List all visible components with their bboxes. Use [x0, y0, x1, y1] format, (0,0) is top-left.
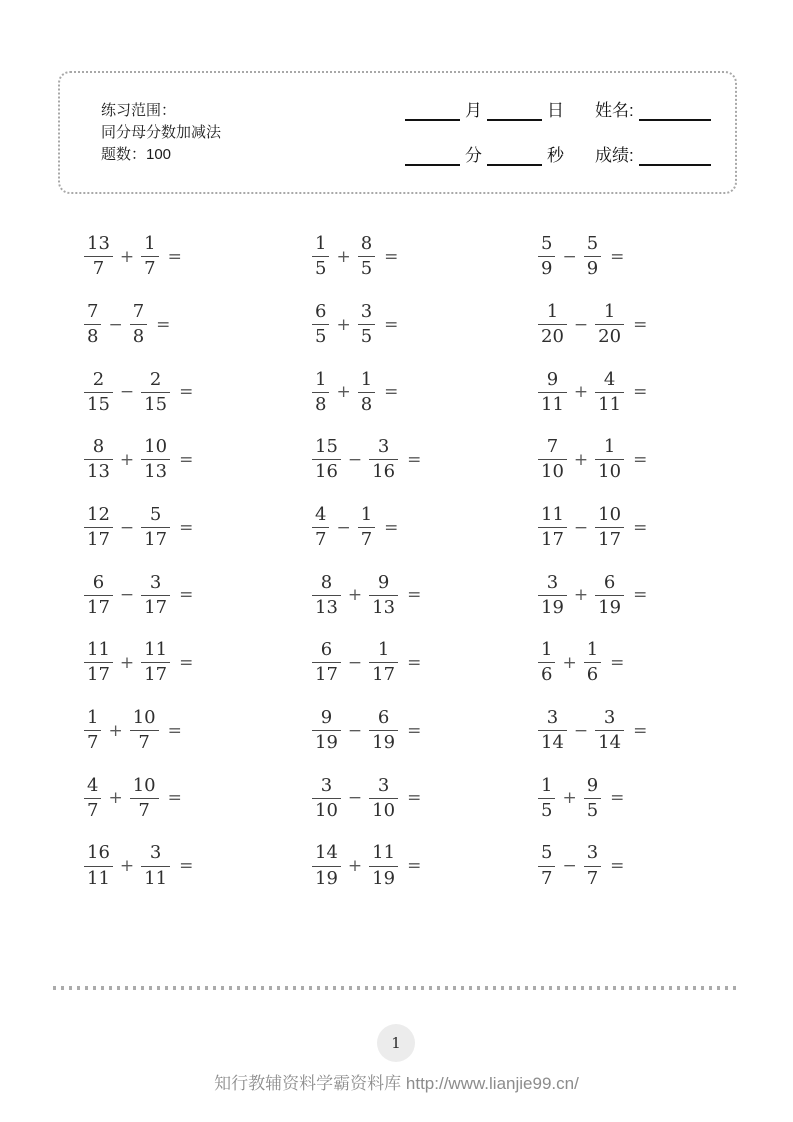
- numerator: 2: [92, 368, 105, 390]
- second-label: 秒: [547, 146, 564, 165]
- fraction-first: [312, 370, 329, 415]
- problem-15: [538, 505, 739, 550]
- denominator: 14: [595, 730, 624, 753]
- equals-sign: =: [384, 382, 399, 403]
- denominator: 10: [369, 798, 398, 821]
- problem-28: [84, 843, 312, 888]
- equals-sign: =: [179, 382, 194, 403]
- problem-26: [312, 776, 538, 821]
- fraction-second: [358, 370, 375, 415]
- fraction-second: [595, 302, 624, 347]
- operator-sign: −: [347, 788, 363, 809]
- page-number-badge: [377, 1024, 415, 1062]
- numerator: 10: [598, 503, 622, 525]
- problem-12: [538, 437, 739, 482]
- equals-sign: =: [384, 517, 399, 538]
- operator-sign: −: [119, 585, 135, 606]
- numerator: 9: [320, 707, 333, 728]
- operator-sign: −: [347, 652, 363, 673]
- equals-sign: =: [167, 246, 182, 267]
- denominator: 5: [538, 798, 555, 821]
- denominator: 7: [84, 798, 101, 821]
- denominator: 5: [584, 798, 601, 821]
- footer-site-text: 知行教辅资料学霸资料库 http://www.lianjie99.cn/: [214, 1074, 579, 1093]
- fraction-first: [84, 370, 113, 415]
- equals-sign: =: [179, 652, 194, 673]
- problem-17: [312, 573, 538, 618]
- denominator: 19: [538, 595, 567, 618]
- numerator: 5: [541, 842, 553, 864]
- operator-sign: +: [347, 585, 363, 606]
- numerator: 13: [87, 233, 110, 255]
- operator-sign: −: [562, 856, 577, 877]
- denominator: 17: [369, 662, 398, 685]
- problems-grid: [84, 223, 739, 900]
- denominator: 7: [141, 256, 158, 279]
- time-score-row: [405, 140, 711, 166]
- numerator: 9: [377, 571, 390, 593]
- header-box: [58, 71, 737, 194]
- numerator: 1: [315, 233, 327, 255]
- numerator: 3: [377, 774, 390, 796]
- fraction-second: [584, 776, 601, 821]
- denominator: 5: [358, 256, 375, 279]
- problem-19: [84, 640, 312, 685]
- fraction-first: [312, 573, 341, 618]
- equals-sign: =: [633, 382, 648, 403]
- fraction-second: [369, 843, 398, 888]
- denominator: 19: [595, 595, 624, 618]
- denominator: 8: [312, 392, 329, 415]
- numerator: 1: [360, 503, 373, 525]
- denominator: 17: [141, 662, 170, 685]
- denominator: 16: [312, 459, 341, 482]
- problem-29: [312, 843, 538, 888]
- problem-24: [538, 708, 739, 753]
- page-number: 1: [391, 1034, 401, 1052]
- denominator: 17: [595, 527, 624, 550]
- denominator: 10: [312, 798, 341, 821]
- denominator: 17: [538, 527, 567, 550]
- equals-sign: =: [407, 449, 422, 470]
- fraction-second: [369, 640, 398, 685]
- denominator: 6: [538, 662, 555, 685]
- equals-sign: =: [407, 856, 422, 877]
- problem-25: [84, 776, 312, 821]
- numerator: 4: [603, 368, 616, 390]
- numerator: 3: [360, 300, 373, 322]
- fraction-second: [595, 505, 624, 550]
- denominator: 17: [141, 595, 170, 618]
- denominator: 19: [369, 730, 398, 753]
- denominator: 15: [84, 392, 113, 415]
- denominator: 11: [84, 866, 113, 889]
- problem-6: [538, 302, 739, 347]
- denominator: 11: [141, 866, 170, 889]
- denominator: 11: [538, 392, 567, 415]
- fraction-second: [369, 776, 398, 821]
- fraction-second: [595, 370, 624, 415]
- numerator: 3: [546, 707, 559, 728]
- numerator: 6: [315, 300, 327, 322]
- denominator: 11: [595, 392, 624, 415]
- fraction-first: [84, 776, 101, 821]
- operator-sign: +: [119, 652, 135, 673]
- numerator: 6: [92, 571, 105, 593]
- numerator: 2: [149, 368, 162, 390]
- denominator: 7: [358, 527, 375, 550]
- denominator: 5: [312, 256, 329, 279]
- minute-blank-line: [405, 148, 460, 166]
- operator-sign: +: [336, 382, 351, 403]
- month-blank-line: [405, 103, 460, 121]
- denominator: 19: [369, 866, 398, 889]
- numerator: 7: [132, 300, 145, 322]
- operator-sign: −: [573, 314, 589, 335]
- numerator: 5: [586, 233, 599, 255]
- fraction-first: [312, 234, 329, 279]
- operator-sign: +: [336, 314, 351, 335]
- equals-sign: =: [407, 788, 422, 809]
- denominator: 10: [595, 459, 624, 482]
- problem-7: [84, 370, 312, 415]
- numerator: 3: [603, 707, 616, 728]
- denominator: 7: [130, 798, 159, 821]
- equals-sign: =: [179, 517, 194, 538]
- equals-sign: =: [156, 314, 171, 335]
- denominator: 7: [130, 730, 159, 753]
- denominator: 7: [584, 866, 601, 889]
- fraction-first: [312, 505, 329, 550]
- operator-sign: −: [573, 720, 589, 741]
- numerator: 3: [546, 571, 559, 593]
- numerator: 15: [315, 436, 338, 458]
- problem-9: [538, 370, 739, 415]
- denominator: 7: [538, 866, 555, 889]
- fraction-second: [141, 370, 170, 415]
- denominator: 17: [84, 595, 113, 618]
- denominator: 9: [538, 256, 555, 279]
- equals-sign: =: [610, 246, 625, 267]
- operator-sign: +: [119, 449, 135, 470]
- fraction-second: [141, 437, 170, 482]
- numerator: 7: [87, 300, 99, 322]
- equals-sign: =: [167, 720, 182, 741]
- numerator: 3: [320, 774, 333, 796]
- fraction-second: [595, 573, 624, 618]
- problem-8: [312, 370, 538, 415]
- equals-sign: =: [610, 652, 625, 673]
- fraction-first: [312, 640, 341, 685]
- numerator: 1: [360, 368, 373, 390]
- problem-11: [312, 437, 538, 482]
- problem-22: [84, 708, 312, 753]
- numerator: 11: [144, 639, 168, 661]
- equals-sign: =: [633, 585, 648, 606]
- equals-sign: =: [179, 585, 194, 606]
- numerator: 3: [377, 436, 390, 458]
- problem-5: [312, 302, 538, 347]
- denominator: 17: [141, 527, 170, 550]
- equals-sign: =: [407, 720, 422, 741]
- fraction-second: [358, 302, 375, 347]
- fraction-first: [538, 843, 555, 888]
- denominator: 17: [84, 527, 113, 550]
- denominator: 8: [84, 324, 101, 347]
- numerator: 3: [586, 842, 599, 864]
- problem-27: [538, 776, 739, 821]
- numerator: 8: [360, 233, 373, 255]
- denominator: 13: [141, 459, 170, 482]
- operator-sign: −: [573, 517, 589, 538]
- operator-sign: −: [347, 449, 363, 470]
- fraction-second: [358, 505, 375, 550]
- numerator: 8: [92, 436, 105, 458]
- fraction-first: [84, 708, 101, 753]
- equals-sign: =: [633, 517, 648, 538]
- denominator: 20: [538, 324, 567, 347]
- denominator: 7: [84, 256, 113, 279]
- problem-20: [312, 640, 538, 685]
- fraction-second: [584, 843, 601, 888]
- fraction-first: [312, 302, 329, 347]
- equals-sign: =: [179, 856, 194, 877]
- name-label: 姓名:: [595, 101, 634, 120]
- denominator: 13: [369, 595, 398, 618]
- fraction-second: [141, 505, 170, 550]
- numerator: 10: [132, 774, 156, 796]
- numerator: 4: [315, 503, 327, 525]
- operator-sign: +: [562, 788, 577, 809]
- denominator: 17: [84, 662, 113, 685]
- fraction-first: [84, 640, 113, 685]
- fraction-first: [84, 437, 113, 482]
- equals-sign: =: [179, 449, 194, 470]
- denominator: 14: [538, 730, 567, 753]
- fraction-first: [538, 437, 567, 482]
- denominator: 5: [358, 324, 375, 347]
- equals-sign: =: [610, 856, 625, 877]
- numerator: 5: [149, 503, 162, 525]
- operator-sign: −: [119, 517, 135, 538]
- fraction-second: [595, 437, 624, 482]
- fraction-first: [84, 505, 113, 550]
- numerator: 9: [586, 774, 599, 796]
- operator-sign: −: [108, 314, 123, 335]
- operator-sign: −: [336, 517, 351, 538]
- denominator: 6: [584, 662, 601, 685]
- operator-sign: +: [119, 856, 135, 877]
- equals-sign: =: [384, 246, 399, 267]
- denominator: 17: [312, 662, 341, 685]
- operator-sign: +: [108, 788, 123, 809]
- numerator: 1: [546, 300, 559, 322]
- problem-30: [538, 843, 739, 888]
- fraction-second: [358, 234, 375, 279]
- numerator: 1: [144, 233, 156, 255]
- header-left-block: [101, 100, 221, 166]
- numerator: 6: [377, 707, 390, 728]
- fraction-first: [538, 370, 567, 415]
- problem-16: [84, 573, 312, 618]
- problem-13: [84, 505, 312, 550]
- operator-sign: +: [336, 246, 351, 267]
- fraction-second: [141, 640, 170, 685]
- numerator: 12: [87, 503, 110, 525]
- denominator: 13: [84, 459, 113, 482]
- numerator: 11: [87, 639, 110, 661]
- numerator: 16: [87, 842, 110, 864]
- fraction-second: [369, 573, 398, 618]
- problem-2: [312, 234, 538, 279]
- fraction-first: [84, 234, 113, 279]
- fraction-second: [130, 708, 159, 753]
- minute-label: 分: [465, 146, 482, 165]
- operator-sign: +: [573, 585, 589, 606]
- numerator: 10: [132, 707, 156, 728]
- fraction-second: [130, 776, 159, 821]
- fraction-first: [312, 843, 341, 888]
- footer-divider: [53, 986, 741, 990]
- denominator: 19: [312, 730, 341, 753]
- problem-23: [312, 708, 538, 753]
- denominator: 19: [312, 866, 341, 889]
- equals-sign: =: [407, 652, 422, 673]
- denominator: 20: [595, 324, 624, 347]
- numerator: 3: [149, 842, 162, 864]
- practice-scope-value: 同分母分数加减法: [101, 124, 222, 141]
- problem-18: [538, 573, 739, 618]
- fraction-second: [141, 573, 170, 618]
- operator-sign: −: [347, 720, 363, 741]
- fraction-first: [538, 708, 567, 753]
- operator-sign: +: [119, 246, 135, 267]
- fraction-second: [595, 708, 624, 753]
- equals-sign: =: [407, 585, 422, 606]
- day-blank-line: [487, 103, 542, 121]
- fraction-second: [130, 302, 147, 347]
- numerator: 9: [546, 368, 559, 390]
- fraction-first: [538, 302, 567, 347]
- fraction-first: [312, 708, 341, 753]
- operator-sign: +: [108, 720, 123, 741]
- fraction-second: [369, 708, 398, 753]
- score-blank-line: [639, 148, 711, 166]
- numerator: 1: [541, 774, 553, 796]
- equals-sign: =: [384, 314, 399, 335]
- denominator: 5: [312, 324, 329, 347]
- fraction-second: [141, 843, 170, 888]
- month-label: 月: [465, 101, 482, 120]
- fraction-second: [584, 640, 601, 685]
- denominator: 13: [312, 595, 341, 618]
- denominator: 7: [312, 527, 329, 550]
- fraction-second: [369, 437, 398, 482]
- numerator: 1: [87, 707, 99, 728]
- operator-sign: −: [119, 382, 135, 403]
- fraction-first: [84, 573, 113, 618]
- numerator: 1: [586, 639, 599, 661]
- denominator: 16: [369, 459, 398, 482]
- fraction-second: [584, 234, 601, 279]
- equals-sign: =: [633, 314, 648, 335]
- fraction-first: [538, 776, 555, 821]
- problem-3: [538, 234, 739, 279]
- score-label: 成绩:: [595, 146, 634, 165]
- numerator: 1: [315, 368, 327, 390]
- equals-sign: =: [633, 449, 648, 470]
- practice-scope-label: 练习范围：: [101, 102, 177, 119]
- fraction-first: [312, 437, 341, 482]
- fraction-first: [538, 505, 567, 550]
- denominator: 15: [141, 392, 170, 415]
- operator-sign: +: [573, 449, 589, 470]
- day-label: 日: [547, 101, 564, 120]
- numerator: 1: [377, 639, 390, 661]
- numerator: 11: [541, 503, 564, 525]
- fraction-first: [84, 302, 101, 347]
- denominator: 10: [538, 459, 567, 482]
- problem-14: [312, 505, 538, 550]
- question-count-label: 题数：100: [101, 146, 172, 163]
- fraction-first: [84, 843, 113, 888]
- equals-sign: =: [633, 720, 648, 741]
- numerator: 11: [372, 842, 396, 864]
- problem-10: [84, 437, 312, 482]
- denominator: 8: [358, 392, 375, 415]
- numerator: 6: [603, 571, 616, 593]
- numerator: 10: [144, 436, 168, 458]
- header-right-block: [405, 95, 711, 166]
- denominator: 8: [130, 324, 147, 347]
- problem-1: [84, 234, 312, 279]
- numerator: 8: [320, 571, 333, 593]
- numerator: 5: [541, 233, 553, 255]
- denominator: 7: [84, 730, 101, 753]
- fraction-first: [312, 776, 341, 821]
- numerator: 14: [315, 842, 338, 864]
- numerator: 1: [603, 436, 616, 458]
- second-blank-line: [487, 148, 542, 166]
- problem-4: [84, 302, 312, 347]
- name-blank-line: [639, 103, 711, 121]
- operator-sign: +: [347, 856, 363, 877]
- operator-sign: +: [573, 382, 589, 403]
- numerator: 4: [87, 774, 99, 796]
- fraction-first: [538, 234, 555, 279]
- numerator: 1: [603, 300, 616, 322]
- numerator: 7: [546, 436, 559, 458]
- equals-sign: =: [167, 788, 182, 809]
- problem-21: [538, 640, 739, 685]
- operator-sign: +: [562, 652, 577, 673]
- operator-sign: −: [562, 246, 577, 267]
- fraction-first: [538, 640, 555, 685]
- numerator: 3: [149, 571, 162, 593]
- equals-sign: =: [610, 788, 625, 809]
- date-name-row: [405, 95, 711, 121]
- fraction-first: [538, 573, 567, 618]
- numerator: 1: [541, 639, 553, 661]
- denominator: 9: [584, 256, 601, 279]
- numerator: 6: [320, 639, 333, 661]
- fraction-second: [141, 234, 158, 279]
